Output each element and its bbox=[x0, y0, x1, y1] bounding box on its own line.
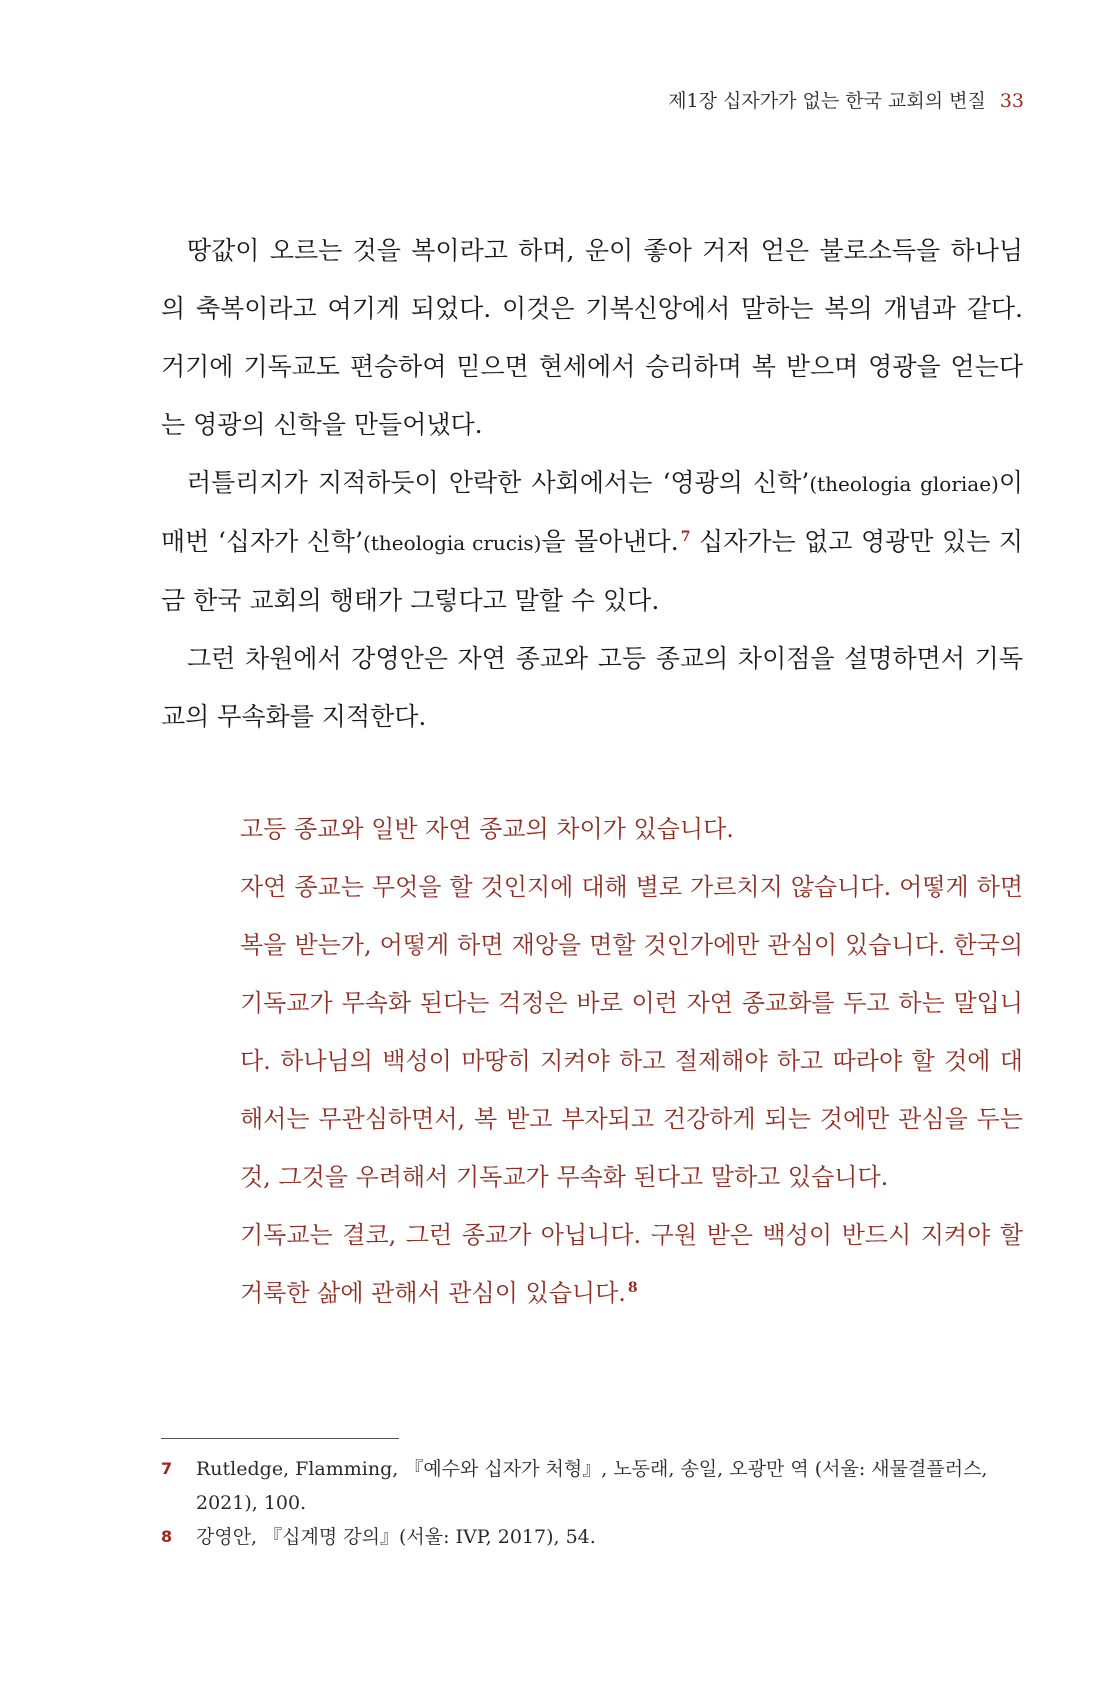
page-number: 33 bbox=[999, 90, 1024, 112]
latin-term-gloriae: (theologia gloriae) bbox=[809, 472, 999, 496]
footnote-number: 8 bbox=[161, 1527, 173, 1546]
quote-line-1: 고등 종교와 일반 자연 종교의 차이가 있습니다. bbox=[240, 815, 734, 843]
latin-term-crucis: (theologia crucis) bbox=[363, 531, 542, 555]
body-text bbox=[161, 222, 1023, 746]
running-head bbox=[668, 86, 1024, 113]
footnote-number: 7 bbox=[161, 1459, 173, 1478]
quote-paragraph-2: 자연 종교는 무엇을 할 것인지에 대해 별로 가르치지 않습니다. 어떻게 하면 복을 받는가, 어떻게 하면 재앙을 면할 것인가에만 관심이 있습니다. 한국의 기독교가 무속화 된다는 걱정은 바로 이런 자연 종교화를 두고 하는 말입니다. 하나님의 백성이 마땅히 지켜야 하고 절제해야 하고 따라야 할 것에 대해서는 무관심하면서, 복 받고 부자되고 건강하게 되는 것에만 관심을 두는 것, 그것을 우려해서 기독교가 무속화 된다고 말하고 있습니다. bbox=[240, 873, 1023, 1191]
body-paragraph-2-part-a: 러틀리지가 지적하듯이 안락한 사회에서는 ‘영광의 신학’ bbox=[187, 468, 810, 497]
body-paragraph-2-part-b: 이 매번 ‘십자가 신학’ bbox=[161, 468, 1023, 556]
footnote-text: 강영안, 『십계명 강의』(서울: IVP, 2017), 54. bbox=[196, 1526, 596, 1548]
block-quote bbox=[240, 800, 1023, 1322]
footnote-divider bbox=[161, 1438, 399, 1439]
body-paragraph-2-part-d: 십자가는 없고 영광만 있는 지금 한국 교회의 행태가 그렇다고 말할 수 있다. bbox=[161, 527, 1023, 615]
body-paragraph-1: 땅값이 오르는 것을 복이라고 하며, 운이 좋아 거저 얻은 불로소득을 하나님의 축복이라고 여기게 되었다. 이것은 기복신앙에서 말하는 복의 개념과 같다. 거기에 기독교도 편승하여 믿으면 현세에서 승리하며 복 받으며 영광을 얻는다는 영광의 신학을 만들어냈다. bbox=[161, 236, 1023, 439]
body-paragraph-2 bbox=[161, 454, 1023, 630]
footnote-7 bbox=[161, 1452, 1023, 1520]
footnote-ref-7[interactable]: 7 bbox=[680, 528, 691, 545]
footnote-text: Rutledge, Flamming, 『예수와 십자가 처형』, 노동래, 송일, 오광만 역 (서울: 새물결플러스, 2021), 100. bbox=[196, 1458, 988, 1514]
quote-paragraph-3 bbox=[240, 1206, 1023, 1322]
footnote-ref-8[interactable]: 8 bbox=[627, 1280, 638, 1296]
footnote-8 bbox=[161, 1520, 1023, 1554]
quote-paragraph-3-text: 기독교는 결코, 그런 종교가 아닙니다. 구원 받은 백성이 반드시 지켜야 할 거룩한 삶에 관해서 관심이 있습니다. bbox=[240, 1221, 1023, 1307]
running-title: 제1장 십자가가 없는 한국 교회의 변질 bbox=[668, 90, 986, 112]
footnotes bbox=[161, 1452, 1023, 1554]
body-paragraph-3: 그런 차원에서 강영안은 자연 종교와 고등 종교의 차이점을 설명하면서 기독교의 무속화를 지적한다. bbox=[161, 644, 1023, 731]
body-paragraph-2-part-c: 을 몰아낸다. bbox=[541, 527, 679, 556]
